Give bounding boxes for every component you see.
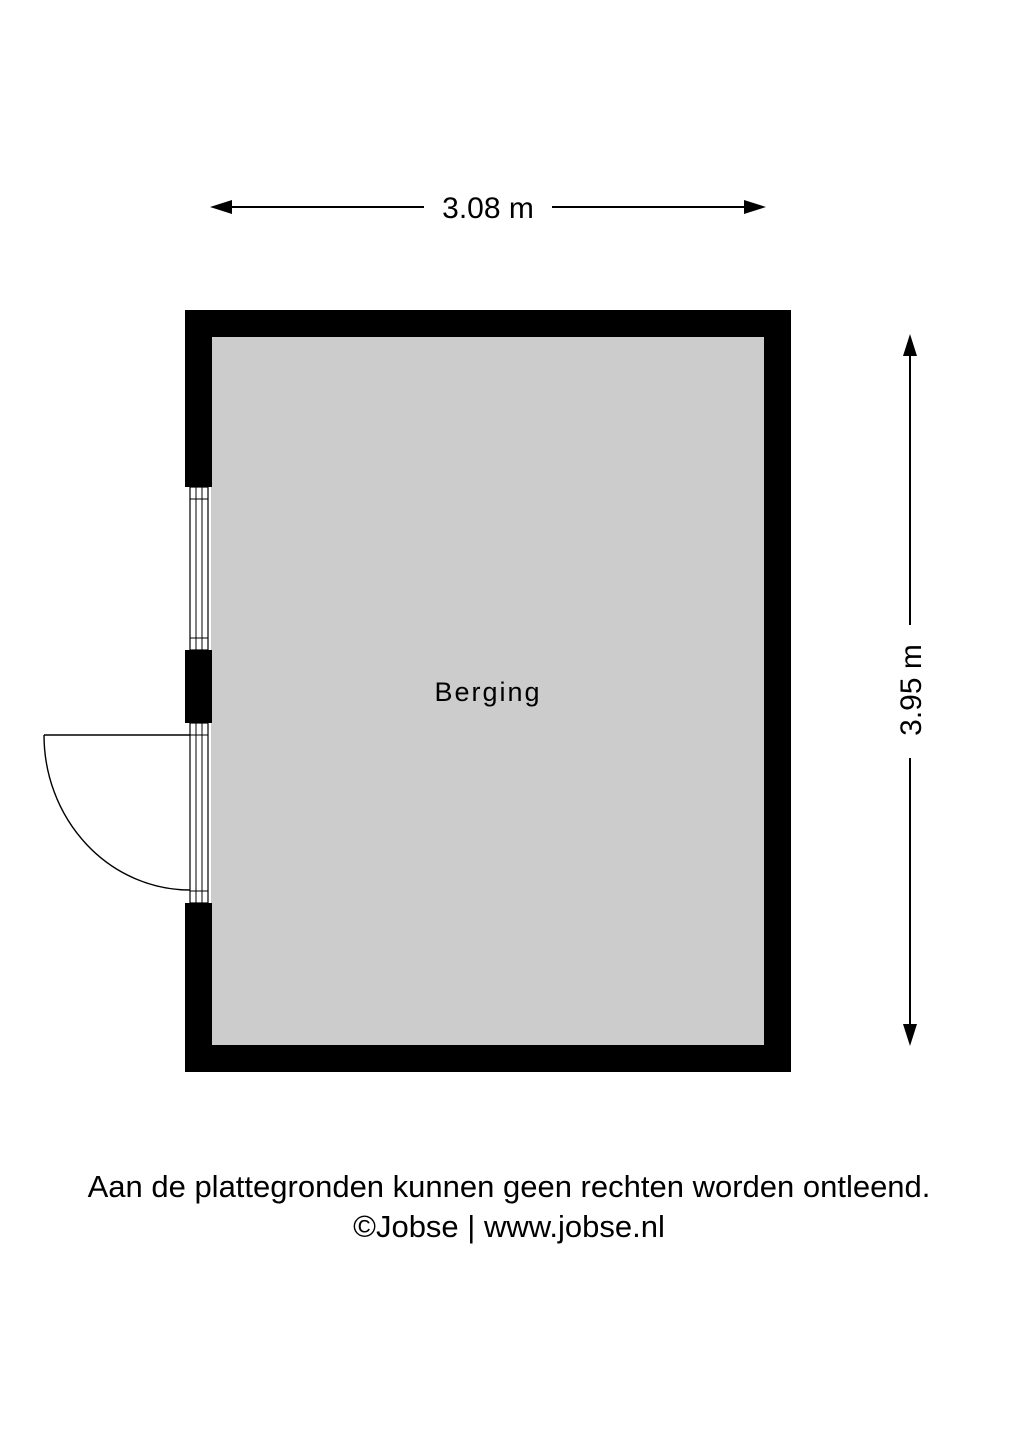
width-dimension — [210, 192, 766, 225]
room-label-berging: Berging — [434, 677, 542, 707]
arrow-left-icon — [210, 200, 232, 214]
wall-top — [185, 310, 791, 337]
arrow-down-icon — [903, 1024, 917, 1046]
depth-label: 3.95 m — [895, 644, 928, 736]
arrow-right-icon — [744, 200, 766, 214]
width-label: 3.08 m — [442, 192, 534, 225]
wall-left-middle — [185, 650, 212, 723]
door-swing-arc — [44, 735, 190, 890]
depth-dimension — [895, 334, 928, 1046]
door — [44, 723, 208, 903]
wall-left-bottom — [185, 903, 212, 1072]
wall-bottom — [185, 1045, 791, 1072]
credit-text: ©Jobse | www.jobse.nl — [353, 1209, 665, 1244]
arrow-up-icon — [903, 334, 917, 356]
wall-left-top — [185, 310, 212, 487]
wall-right — [764, 310, 791, 1072]
disclaimer-text: Aan de plattegronden kunnen geen rechten worden ontleend. — [87, 1169, 931, 1204]
window — [190, 487, 208, 650]
